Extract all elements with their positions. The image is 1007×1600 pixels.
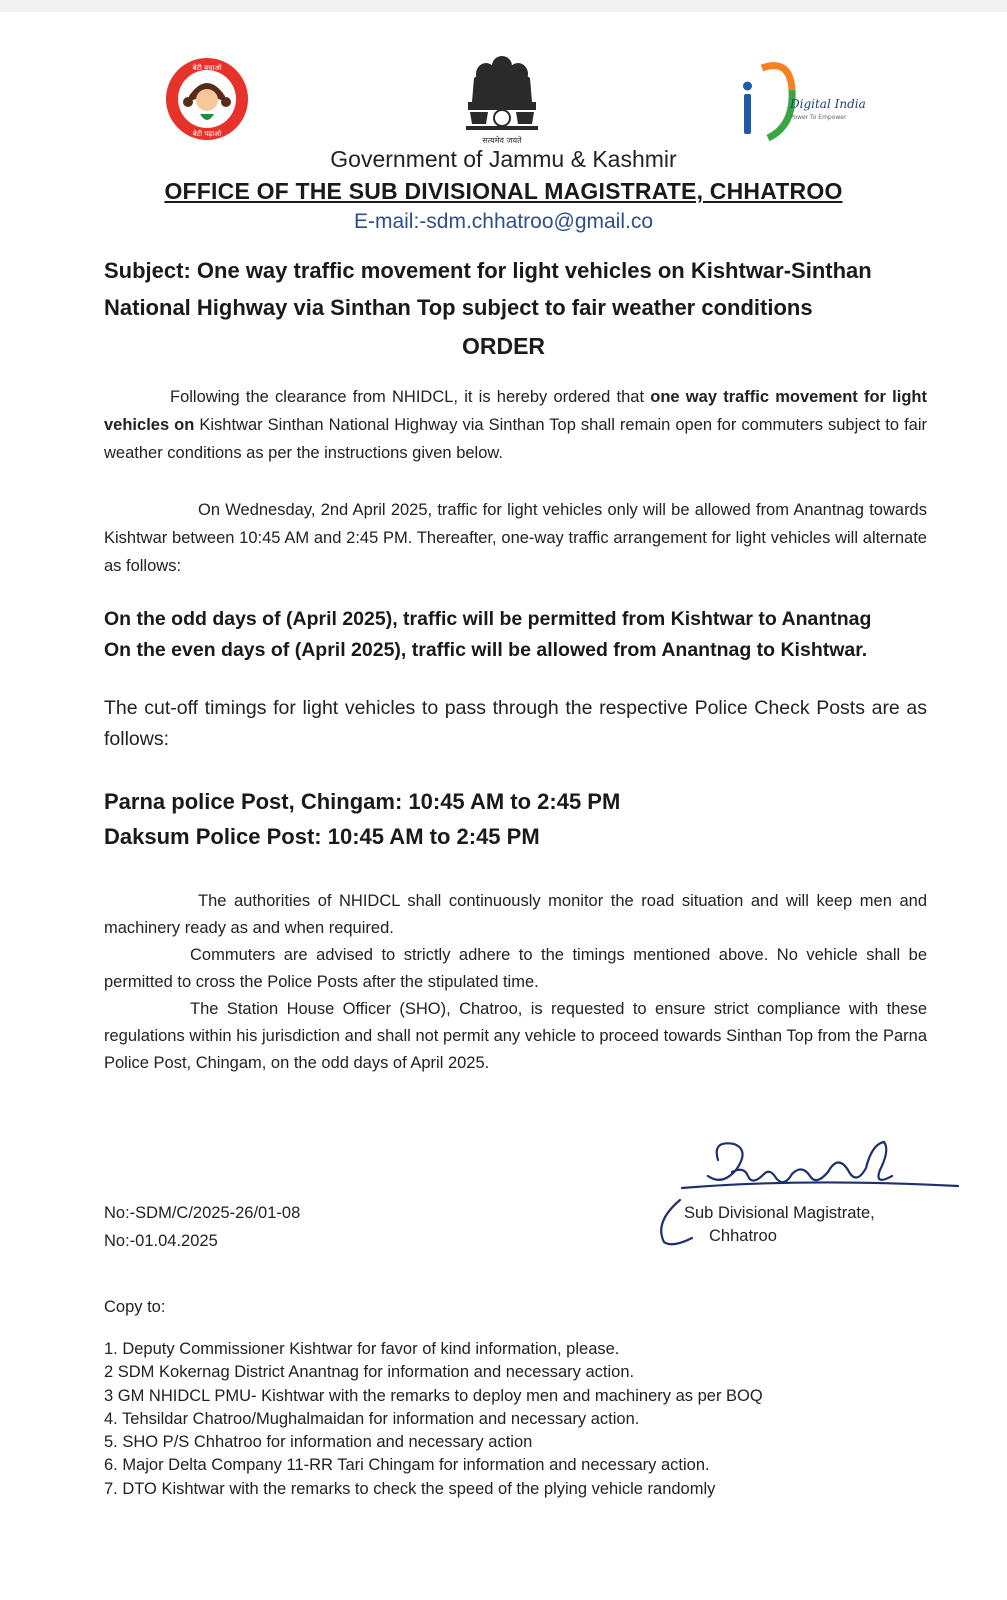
daksum-post-timing: Daksum Police Post: 10:45 AM to 2:45 PM (104, 824, 540, 849)
paragraph-schedule (104, 496, 927, 580)
reference-date: No:-01.04.2025 (104, 1232, 218, 1250)
instructions (104, 888, 927, 1077)
subject-label: Subject: (104, 258, 191, 283)
subject-text: One way traffic movement for light vehicles on Kishtwar-Sinthan National Highway via Sinthan Top subject to fair weather conditions (104, 258, 872, 320)
svg-text:बेटी पढ़ाओ: बेटी पढ़ाओ (192, 130, 222, 138)
signature-image (652, 1130, 962, 1250)
instruction-item: The authorities of NHIDCL shall continuously monitor the road situation and will keep men and machinery ready as and when required. (104, 892, 927, 937)
national-emblem-logo (456, 52, 548, 146)
office-title: OFFICE OF THE SUB DIVISIONAL MAGISTRATE, CHHATROO (164, 178, 843, 204)
paragraph1-tail: Kishtwar Sinthan National Highway via Sinthan Top shall remain open for commuters subject to fair weather conditions as per the instructions given below. (104, 416, 928, 462)
beti-bachao-beti-padhao-logo (163, 56, 251, 142)
odd-even-schedule (104, 604, 871, 666)
paragraph1-bold: one way traffic movement for light vehicles on (104, 388, 927, 434)
instruction-item: Commuters are advised to strictly adhere to the timings mentioned above. No vehicle shall be permitted to cross the Police Posts after the stipulated time. (104, 946, 927, 991)
government-title: Government of Jammu & Kashmir (330, 146, 677, 172)
reference-block (104, 1199, 300, 1255)
parna-post-timing: Parna police Post, Chingam: 10:45 AM to 2:45 PM (104, 789, 621, 814)
svg-text:Power To Empower: Power To Empower (790, 114, 847, 121)
list-item: 7. DTO Kishtwar with the remarks to check the speed of the plying vehicle randomly (104, 1479, 716, 1498)
svg-text:सत्यमेव जयते: सत्यमेव जयते (482, 136, 522, 145)
instruction-item: The Station House Officer (SHO), Chatroo, is requested to ensure strict compliance with these regulations within his jurisdiction and shall not permit any vehicle to proceed towards Sinthan Top from the Parna Police Post, Chingam, on the odd days of April 2025. (104, 1000, 927, 1072)
order-heading: ORDER (461, 333, 546, 359)
signatory-place: Chhatroo (709, 1227, 777, 1245)
svg-text:Digital India: Digital India (790, 97, 866, 111)
paragraph-clearance (104, 383, 927, 467)
paragraph2-text: On Wednesday, 2nd April 2025, traffic for light vehicles only will be allowed from Anantnag towards Kishtwar between 10:45 AM and 2:45 PM. Thereafter, one-way traffic arrangement for light vehicles will alternate as follows: (104, 501, 927, 575)
list-item: 1. Deputy Commissioner Kishtwar for favor of kind information, please. (104, 1340, 620, 1358)
subject-line (104, 252, 934, 326)
even-days-rule: On the even days of (April 2025), traffic will be allowed from Anantnag to Kishtwar. (104, 639, 868, 661)
copy-to-list (104, 1338, 763, 1501)
list-item: 6. Major Delta Company 11-RR Tari Chingam for information and necessary action. (104, 1456, 710, 1475)
paragraph1-text: Following the clearance from NHIDCL, it is hereby ordered that (170, 388, 651, 406)
odd-days-rule: On the odd days of (April 2025), traffic will be permitted from Kishtwar to Anantnag (104, 608, 872, 630)
list-item: 5. SHO P/S Chhatroo for information and necessary action (104, 1433, 533, 1452)
cutoff-intro: The cut-off timings for light vehicles to pass through the respective Police Check Posts are as follows: (104, 697, 927, 750)
digital-india-logo (740, 56, 866, 142)
svg-text:बेटी बचाओ: बेटी बचाओ (192, 64, 222, 72)
list-item: 2 SDM Kokernag District Anantnag for information and necessary action. (104, 1363, 635, 1382)
signatory-title: Sub Divisional Magistrate, (684, 1204, 875, 1222)
reference-number: No:-SDM/C/2025-26/01-08 (104, 1204, 301, 1222)
list-item: 3 GM NHIDCL PMU- Kishtwar with the remarks to deploy men and machinery as per BOQ (104, 1386, 763, 1405)
copy-to-label: Copy to: (104, 1298, 166, 1316)
list-item: 4. Tehsildar Chatroo/Mughalmaidan for information and necessary action. (104, 1409, 640, 1428)
office-email: E-mail:-sdm.chhatroo@gmail.co (353, 210, 654, 233)
police-posts (104, 784, 620, 854)
top-strip (0, 0, 1007, 12)
